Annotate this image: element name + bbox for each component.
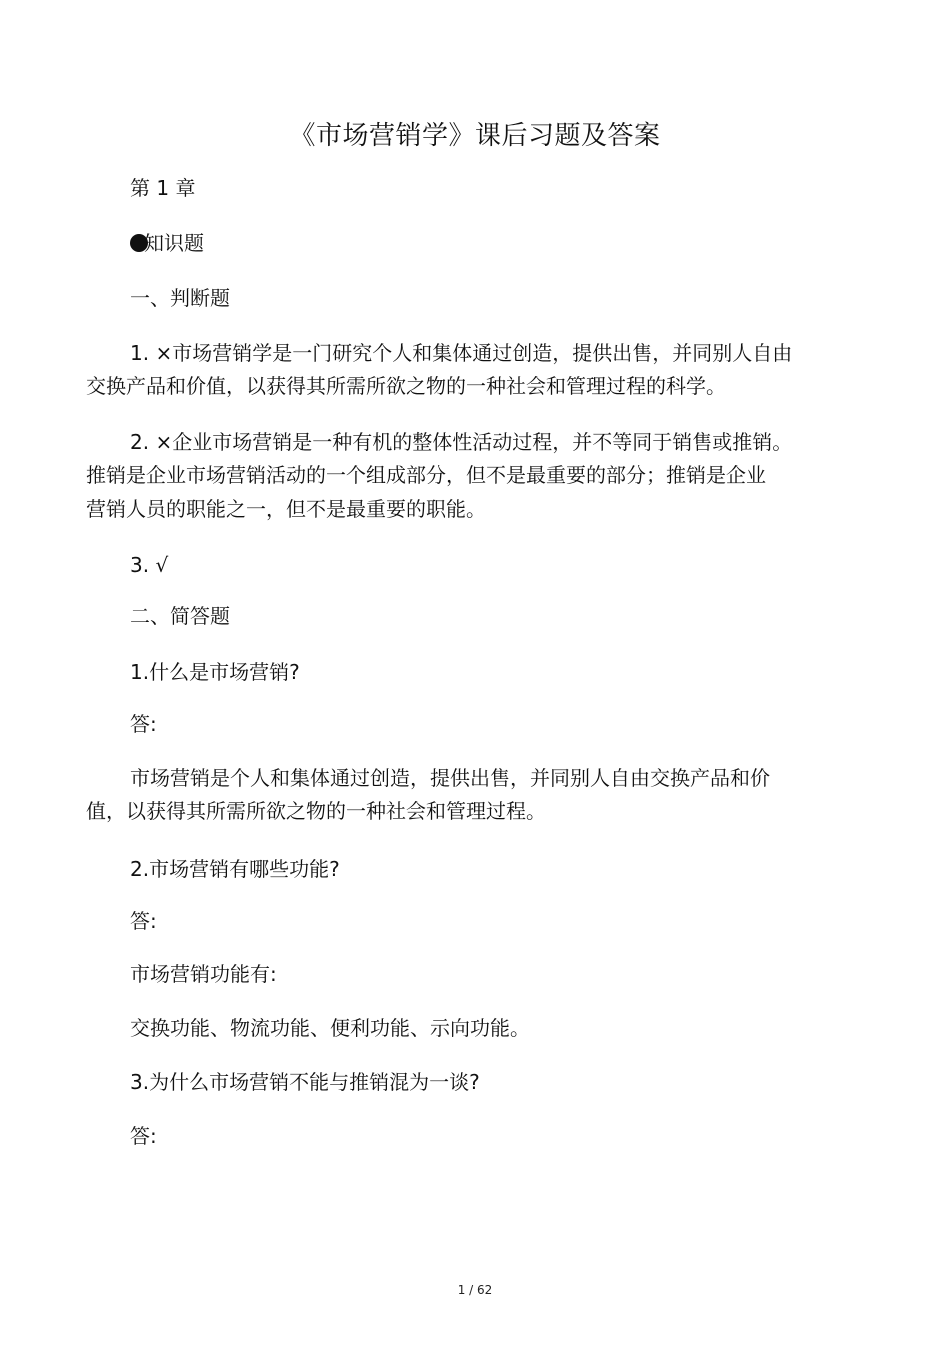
answer-label-1: 答: [130,712,157,736]
document-title: 《市场营销学》课后习题及答案 [289,121,661,151]
sq1-answer-line1: 市场营销是个人和集体通过创造，提供出售，并同别人自由交换产品和价 [130,766,770,790]
short-question-2: 2.市场营销有哪些功能? [130,857,340,881]
q2-line1: 2. ×企业市场营销是一种有机的整体性活动过程，并不等同于销售或推销。 [130,430,793,454]
q2-line2: 推销是企业市场营销活动的一个组成部分，但不是最重要的部分；推销是企业 [86,463,766,487]
sq2-answer-line2: 交换功能、物流功能、便利功能、示向功能。 [130,1016,530,1040]
answer-label-2: 答: [130,909,157,933]
short-question-1: 1.什么是市场营销? [130,660,300,684]
q3-line: 3. √ [130,553,169,577]
knowledge-section [130,229,204,257]
q2-line3: 营销人员的职能之一，但不是最重要的职能。 [86,497,486,521]
chapter-heading: 第 1 章 [130,176,196,200]
part2-heading: 二、简答题 [130,604,230,628]
page-indicator: 1 / 62 [457,1283,493,1297]
short-question-3: 3.为什么市场营销不能与推销混为一谈? [130,1070,480,1094]
q1-line2: 交换产品和价值，以获得其所需所欲之物的一种社会和管理过程的科学。 [86,374,726,398]
part1-heading: 一、判断题 [130,286,230,310]
sq1-answer-line2: 值，以获得其所需所欲之物的一种社会和管理过程。 [86,799,546,823]
q1-line1: 1. ×市场营销学是一门研究个人和集体通过创造，提供出售，并同别人自由 [130,341,793,365]
answer-label-3: 答: [130,1124,157,1148]
knowledge-section-label: 知识题 [144,231,204,255]
sq2-answer-line1: 市场营销功能有: [130,962,277,986]
